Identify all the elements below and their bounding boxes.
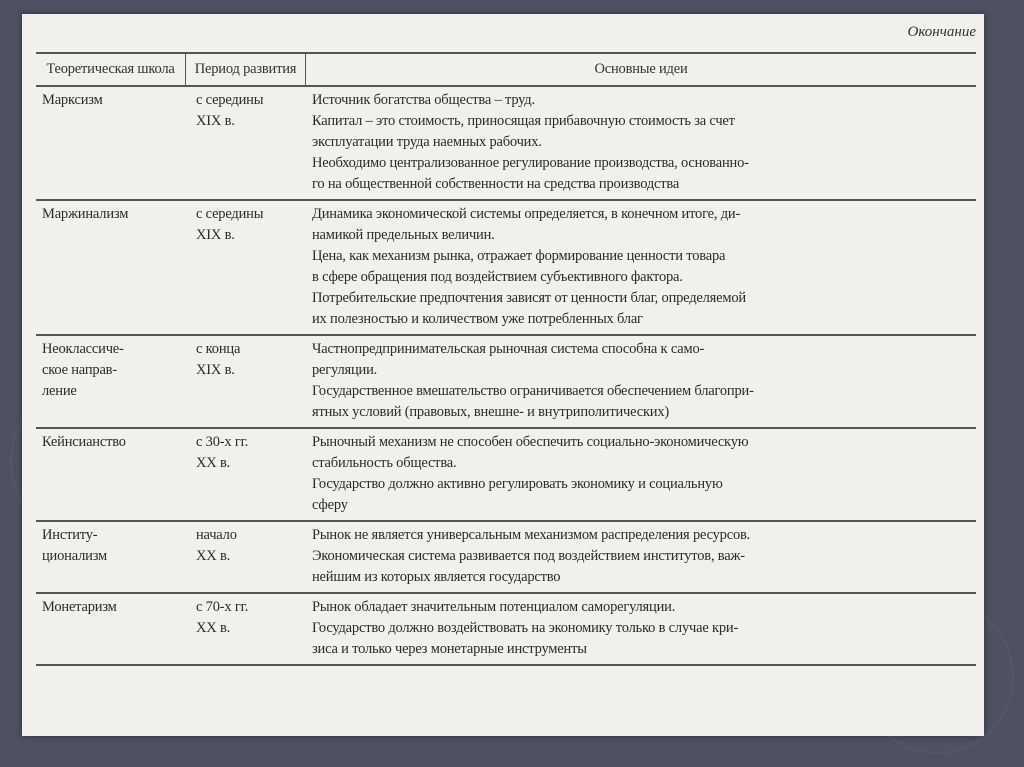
text-line: XX в.	[196, 620, 231, 636]
text-line: Источник богатства общества – труд.	[312, 92, 535, 108]
ideas-cell	[306, 597, 976, 660]
header-school: Теоретическая школа	[36, 54, 186, 85]
text-line: Марксизм	[42, 92, 103, 108]
ideas-cell	[306, 432, 976, 516]
school-cell	[36, 90, 186, 195]
table-bottom-rule	[36, 664, 976, 666]
schools-table	[36, 52, 976, 666]
text-line: XX в.	[196, 455, 231, 471]
text-line: начало	[196, 527, 237, 543]
text-line: Государственное вмешательство ограничивается обеспечением благопри-	[312, 383, 754, 399]
text-line: зиса и только через монетарные инструменты	[312, 641, 587, 657]
period-cell	[186, 204, 306, 330]
text-line: ление	[42, 383, 77, 399]
text-line: Рыночный механизм не способен обеспечить социально-экономическую	[312, 434, 749, 450]
text-line: их полезностью и количеством уже потребленных благ	[312, 311, 643, 327]
table-row	[36, 520, 976, 592]
text-line: Необходимо централизованное регулирование производства, основанно-	[312, 155, 749, 171]
text-line: Маржинализм	[42, 206, 129, 222]
text-line: Экономическая система развивается под воздействием институтов, важ-	[312, 548, 745, 564]
school-cell	[36, 339, 186, 423]
text-line: в сфере обращения под воздействием субъективного фактора.	[312, 269, 683, 285]
text-line: Капитал – это стоимость, приносящая прибавочную стоимость за счет	[312, 113, 735, 129]
continuation-label: Окончание	[907, 24, 976, 40]
text-line: с 30-х гг.	[196, 434, 249, 450]
text-line: XIX в.	[196, 227, 235, 243]
school-cell	[36, 597, 186, 660]
ideas-cell	[306, 339, 976, 423]
period-cell	[186, 597, 306, 660]
table-row	[36, 592, 976, 664]
text-line: ское направ-	[42, 362, 117, 378]
text-line: ционализм	[42, 548, 107, 564]
scanned-table-page	[22, 14, 984, 736]
school-cell	[36, 432, 186, 516]
text-line: нейшим из которых является государство	[312, 569, 561, 585]
text-line: Государство должно воздействовать на экономику только в случае кри-	[312, 620, 739, 636]
school-cell	[36, 525, 186, 588]
table-row	[36, 427, 976, 520]
period-cell	[186, 339, 306, 423]
table-row	[36, 199, 976, 334]
text-line: Рынок обладает значительным потенциалом саморегуляции.	[312, 599, 676, 615]
text-line: Динамика экономической системы определяется, в конечном итоге, ди-	[312, 206, 741, 222]
text-line: Частнопредпринимательская рыночная система способна к само-	[312, 341, 705, 357]
text-line: Монетаризм	[42, 599, 117, 615]
period-cell	[186, 90, 306, 195]
table-row	[36, 85, 976, 199]
text-line: Институ-	[42, 527, 98, 543]
table-body	[36, 85, 976, 664]
ideas-cell	[306, 204, 976, 330]
school-cell	[36, 204, 186, 330]
text-line: Кейнсианство	[42, 434, 126, 450]
period-cell	[186, 525, 306, 588]
period-cell	[186, 432, 306, 516]
text-line: регуляции.	[312, 362, 378, 378]
text-line: с конца	[196, 341, 241, 357]
text-line: XX в.	[196, 548, 231, 564]
header-ideas: Основные идеи	[594, 61, 688, 77]
text-line: Рынок не является универсальным механизмом распределения ресурсов.	[312, 527, 751, 543]
table-header	[36, 52, 976, 85]
text-line: с середины	[196, 92, 264, 108]
text-line: XIX в.	[196, 113, 235, 129]
text-line: эксплуатации труда наемных рабочих.	[312, 134, 542, 150]
text-line: с середины	[196, 206, 264, 222]
header-period: Период развития	[186, 54, 306, 85]
text-line: Государство должно активно регулировать экономику и социальную	[312, 476, 723, 492]
text-line: намикой предельных величин.	[312, 227, 495, 243]
text-line: го на общественной собственности на средства производства	[312, 176, 680, 192]
text-line: Неоклассиче-	[42, 341, 124, 357]
text-line: ятных условий (правовых, внешне- и внутриполитических)	[312, 404, 670, 420]
table-row	[36, 334, 976, 427]
text-line: стабильность общества.	[312, 455, 457, 471]
text-line: Цена, как механизм рынка, отражает формирование ценности товара	[312, 248, 726, 264]
ideas-cell	[306, 90, 976, 195]
text-line: Потребительские предпочтения зависят от ценности благ, определяемой	[312, 290, 746, 306]
text-line: сферу	[312, 497, 348, 513]
text-line: с 70-х гг.	[196, 599, 249, 615]
ideas-cell	[306, 525, 976, 588]
text-line: XIX в.	[196, 362, 235, 378]
